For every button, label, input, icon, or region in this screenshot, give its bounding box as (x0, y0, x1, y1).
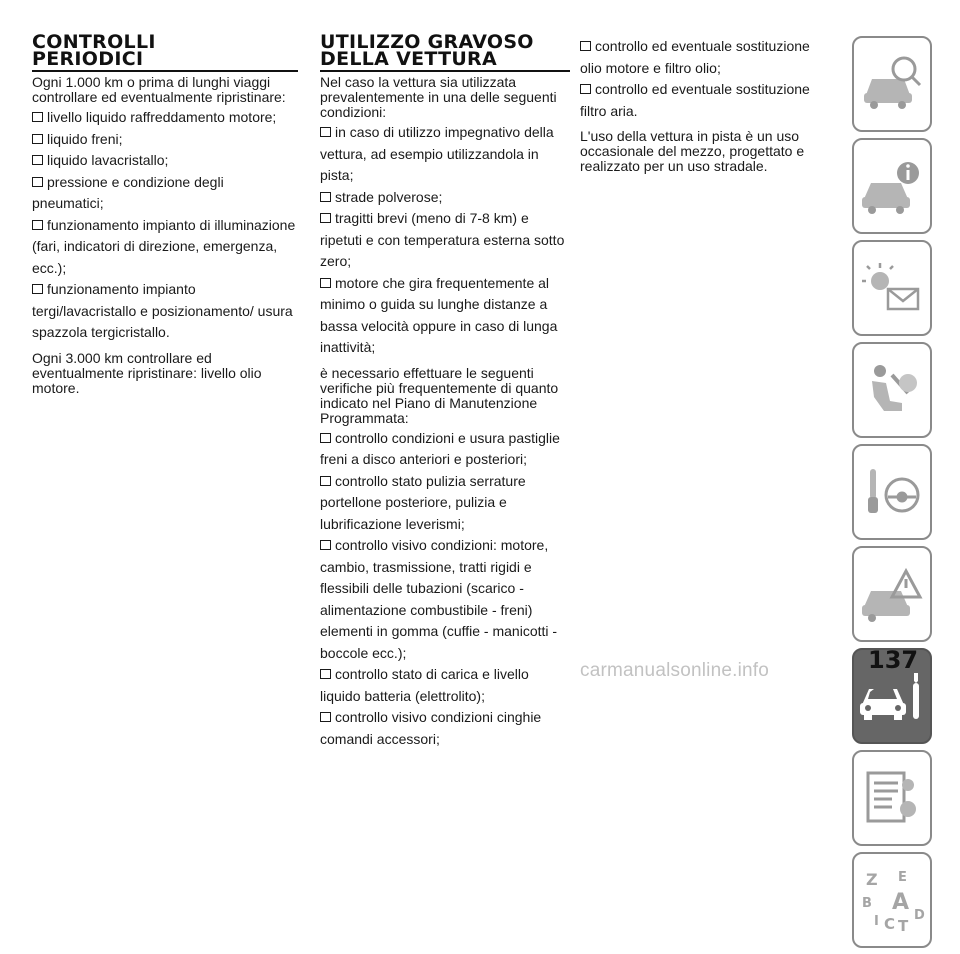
list-item: controllo condizioni e usura pastiglie freni a disco anteriori e posteriori; (320, 429, 560, 467)
list-item: funzionamento impianto di illuminazione (fari, indicatori di direzione, emergenza, ecc.); (32, 216, 296, 276)
svg-text:I: I (874, 914, 879, 929)
column-continued (580, 36, 830, 176)
column-heavy-use (320, 31, 570, 750)
checkbox-bullet-icon (32, 284, 43, 294)
svg-text:D: D (914, 908, 925, 923)
list-item: liquido freni; (32, 129, 298, 151)
checkbox-bullet-icon (320, 712, 331, 722)
svg-text:A: A (892, 890, 910, 915)
tab-warning-lights[interactable] (852, 240, 932, 336)
svg-text:C: C (884, 915, 896, 933)
checkbox-bullet-icon (320, 192, 331, 202)
tab-starting-driving[interactable] (852, 444, 932, 540)
checkbox-bullet-icon (580, 84, 591, 94)
checkbox-bullet-icon (320, 127, 331, 137)
list-item: controllo ed eventuale sostituzione filtro aria. (580, 81, 810, 119)
svg-text:Z: Z (866, 870, 878, 889)
checkbox-bullet-icon (320, 540, 331, 550)
list-item: pressione e condizione degli pneumatici; (32, 173, 224, 211)
list-item: tragitti brevi (meno di 7-8 km) e ripetuti e con temperatura esterna sotto zero; (320, 210, 565, 269)
intro-paragraph: Nel caso la vettura sia utilizzata prevalentemente in una delle seguenti condizioni: (320, 74, 557, 120)
page-number: 137 (868, 646, 919, 674)
list-item: controllo ed eventuale sostituzione olio motore e filtro olio; (580, 38, 810, 76)
checkbox-bullet-icon (320, 213, 331, 223)
svg-text:T: T (898, 917, 909, 935)
tab-emergency[interactable] (852, 546, 932, 642)
list-item: funzionamento impianto tergi/lavacristallo e posizionamento/ usura spazzola tergicristallo. (32, 281, 293, 340)
watermark: carmanualsonline.info (580, 660, 770, 681)
chapter-tabs (852, 36, 932, 954)
section-heading-controlli-periodici: CONTROLLI PERIODICI (32, 34, 298, 72)
checkbox-bullet-icon (320, 669, 331, 679)
list-item: controllo visivo condizioni: motore, cambio, trasmissione, tratti rigidi e flessibili delle tubazioni (scarico - alimentazione combustibile - freni) elementi in gomma (cuffie - manicotti - boccole ecc.); (320, 537, 558, 661)
checkbox-bullet-icon (32, 220, 43, 230)
svg-text:B: B (862, 896, 872, 911)
tab-index[interactable] (852, 852, 932, 948)
list-item: controllo visivo condizioni cinghie comandi accessori; (320, 709, 542, 747)
checkbox-bullet-icon (32, 177, 43, 187)
list-item: motore che gira frequentemente al minimo o guida su lunghe distanze a bassa velocità oppure in caso di lunga inattività; (320, 274, 558, 355)
checks-list (320, 428, 570, 751)
checks-list-continued (580, 36, 830, 122)
periodic-checks-list (32, 107, 298, 344)
track-use-note: L'uso della vettura in pista è un uso occasionale del mezzo, progettato e realizzato per un uso stradale. (580, 128, 805, 174)
checkbox-bullet-icon (320, 278, 331, 288)
checkbox-bullet-icon (32, 112, 43, 122)
checkbox-bullet-icon (32, 134, 43, 144)
section-heading-utilizzo-gravoso: UTILIZZO GRAVOSO DELLA VETTURA (320, 34, 570, 72)
warning-lights-icon (858, 251, 926, 325)
seat-airbag-icon (858, 353, 926, 427)
key-steering-wheel-icon (858, 455, 926, 529)
list-item: controllo stato di carica e livello liquido batteria (elettrolito); (320, 666, 529, 704)
tab-technical-data[interactable] (852, 750, 932, 846)
car-search-icon (858, 47, 926, 121)
list-item: in caso di utilizzo impegnativo della vettura, ad esempio utilizzandola in pista; (320, 124, 554, 183)
car-warning-triangle-icon (858, 557, 926, 631)
list-item: liquido lavacristallo; (32, 150, 298, 172)
car-info-icon (858, 149, 926, 223)
tab-safety[interactable] (852, 342, 932, 438)
column-periodic-checks (32, 31, 298, 398)
list-item: controllo stato pulizia serrature portellone posteriore, pulizia e lubrificazione leverismi; (320, 472, 526, 532)
checkbox-bullet-icon (32, 155, 43, 165)
checkbox-bullet-icon (320, 476, 331, 486)
checkbox-bullet-icon (320, 433, 331, 443)
outro-paragraph: Ogni 3.000 km controllare ed eventualmente ripristinare: livello olio motore. (32, 349, 262, 396)
checkbox-bullet-icon (580, 41, 591, 51)
list-item: livello liquido raffreddamento motore; (32, 107, 298, 129)
tab-getting-to-know[interactable] (852, 36, 932, 132)
svg-text:E: E (898, 870, 907, 885)
intro-paragraph: Ogni 1.000 km o prima di lunghi viaggi controllare ed eventualmente ripristinare: (32, 74, 286, 105)
tab-dashboard-info[interactable] (852, 138, 932, 234)
middle-paragraph: è necessario effettuare le seguenti verifiche più frequentemente di quanto indicato nel Piano di Manutenzione Programmata: (320, 364, 559, 426)
list-item: strade polverose; (320, 187, 570, 209)
alphabetical-index-icon (858, 863, 926, 937)
conditions-list (320, 122, 570, 359)
technical-data-icon (858, 761, 926, 835)
